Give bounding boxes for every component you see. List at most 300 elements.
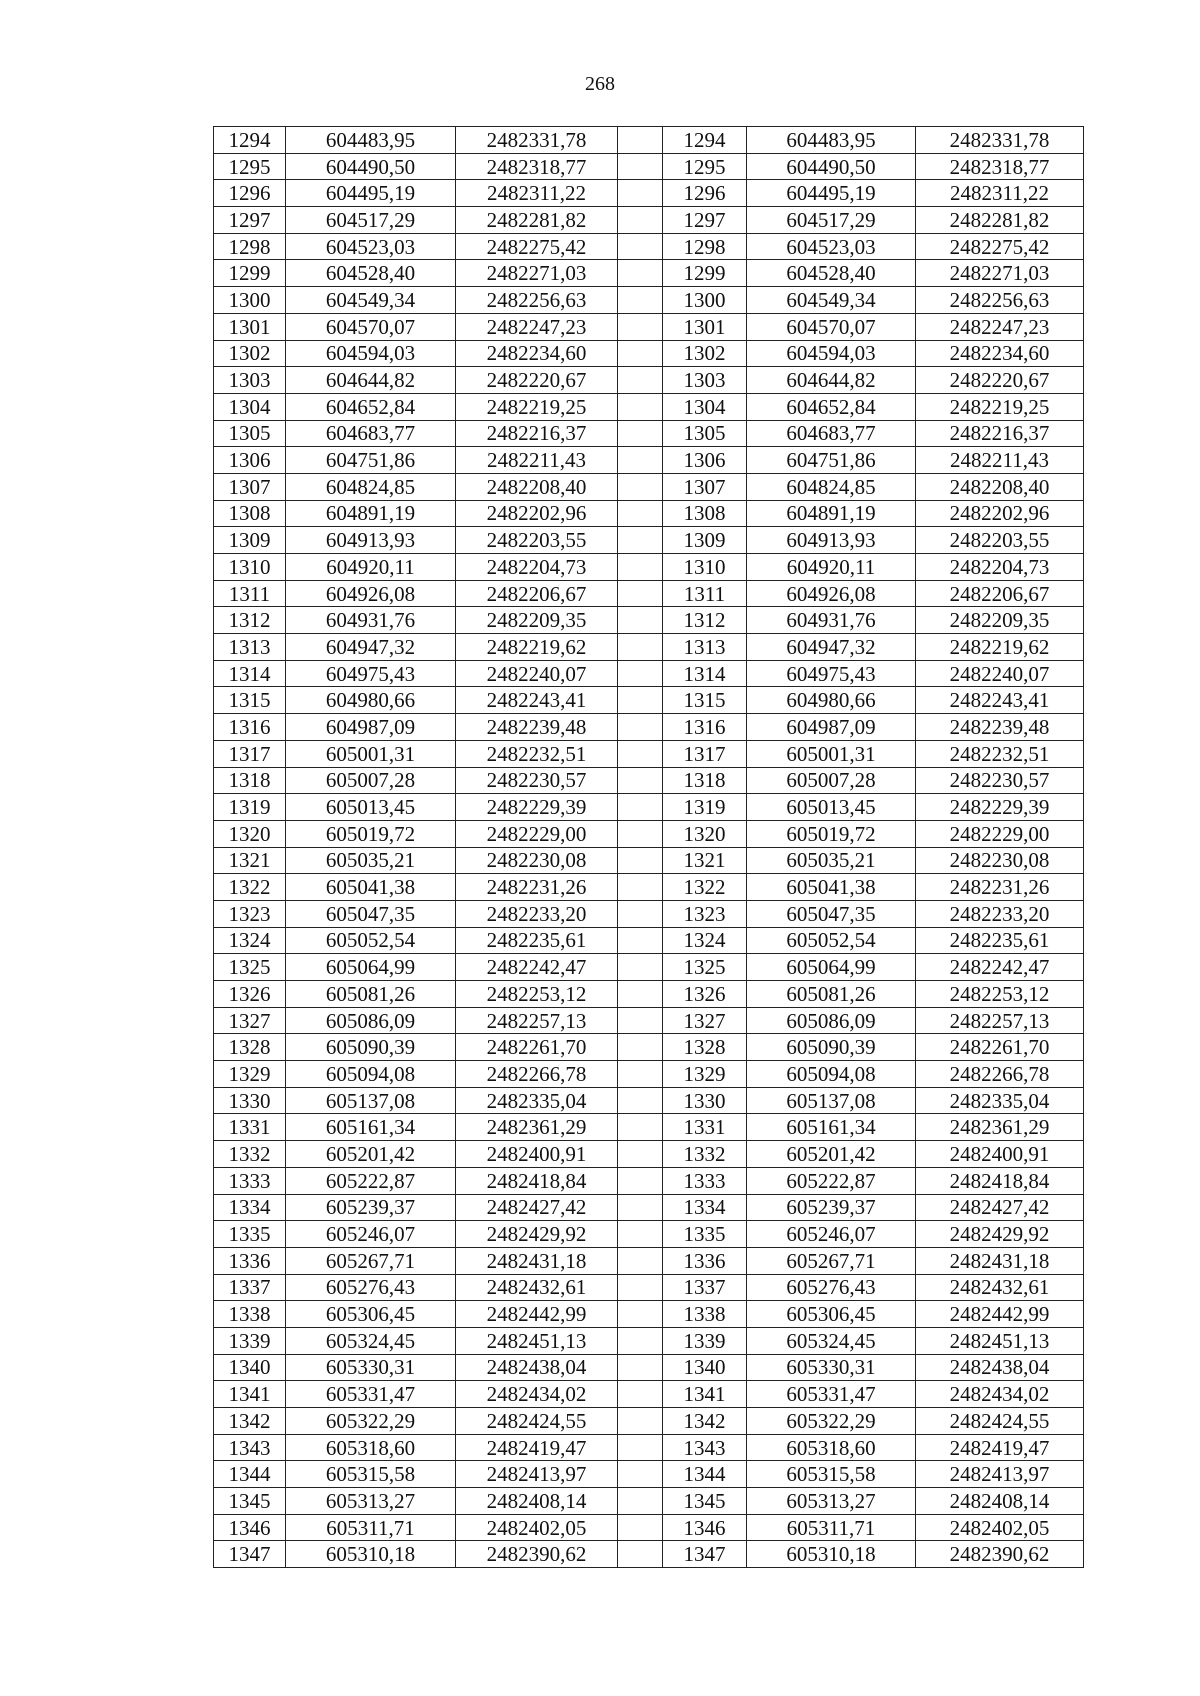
y-coordinate-cell: 2482402,05: [456, 1514, 618, 1541]
x-coordinate-cell-right: 605161,34: [747, 1114, 916, 1141]
x-coordinate-cell-right: 605019,72: [747, 820, 916, 847]
table-row: [214, 794, 1084, 821]
table-row: [214, 634, 1084, 661]
empty-separator-cell: [618, 660, 663, 687]
x-coordinate-cell-right: 605201,42: [747, 1141, 916, 1168]
point-number-cell: 1318: [214, 767, 286, 794]
x-coordinate-cell-right: 605007,28: [747, 767, 916, 794]
y-coordinate-cell-right: 2482202,96: [916, 500, 1084, 527]
table-row: [214, 740, 1084, 767]
x-coordinate-cell: 605222,87: [286, 1167, 456, 1194]
table-row: [214, 1194, 1084, 1221]
point-number-cell: 1307: [214, 473, 286, 500]
table-row: [214, 447, 1084, 474]
x-coordinate-cell: 605318,60: [286, 1434, 456, 1461]
y-coordinate-cell: 2482442,99: [456, 1301, 618, 1328]
x-coordinate-cell: 604975,43: [286, 660, 456, 687]
point-number-cell-right: 1334: [663, 1194, 747, 1221]
x-coordinate-cell-right: 604483,95: [747, 127, 916, 154]
empty-separator-cell: [618, 794, 663, 821]
table-row: [214, 1514, 1084, 1541]
x-coordinate-cell: 604751,86: [286, 447, 456, 474]
point-number-cell-right: 1321: [663, 847, 747, 874]
y-coordinate-cell: 2482239,48: [456, 714, 618, 741]
y-coordinate-cell: 2482418,84: [456, 1167, 618, 1194]
table-row: [214, 500, 1084, 527]
point-number-cell-right: 1311: [663, 580, 747, 607]
empty-separator-cell: [618, 500, 663, 527]
x-coordinate-cell-right: 605013,45: [747, 794, 916, 821]
y-coordinate-cell: 2482229,39: [456, 794, 618, 821]
point-number-cell-right: 1328: [663, 1034, 747, 1061]
x-coordinate-cell-right: 604931,76: [747, 607, 916, 634]
y-coordinate-cell-right: 2482275,42: [916, 233, 1084, 260]
empty-separator-cell: [618, 981, 663, 1008]
point-number-cell: 1314: [214, 660, 286, 687]
y-coordinate-cell-right: 2482253,12: [916, 981, 1084, 1008]
y-coordinate-cell: 2482220,67: [456, 367, 618, 394]
y-coordinate-cell-right: 2482408,14: [916, 1488, 1084, 1515]
empty-separator-cell: [618, 1141, 663, 1168]
y-coordinate-cell-right: 2482438,04: [916, 1354, 1084, 1381]
y-coordinate-cell-right: 2482219,62: [916, 634, 1084, 661]
table-row: [214, 313, 1084, 340]
y-coordinate-cell: 2482451,13: [456, 1327, 618, 1354]
y-coordinate-cell-right: 2482431,18: [916, 1247, 1084, 1274]
point-number-cell-right: 1319: [663, 794, 747, 821]
x-coordinate-cell-right: 605086,09: [747, 1007, 916, 1034]
empty-separator-cell: [618, 874, 663, 901]
x-coordinate-cell: 604644,82: [286, 367, 456, 394]
point-number-cell-right: 1299: [663, 260, 747, 287]
y-coordinate-cell: 2482219,62: [456, 634, 618, 661]
empty-separator-cell: [618, 1541, 663, 1568]
point-number-cell: 1339: [214, 1327, 286, 1354]
x-coordinate-cell-right: 605047,35: [747, 900, 916, 927]
y-coordinate-cell-right: 2482256,63: [916, 287, 1084, 314]
empty-separator-cell: [618, 1007, 663, 1034]
point-number-cell-right: 1301: [663, 313, 747, 340]
empty-separator-cell: [618, 367, 663, 394]
point-number-cell: 1296: [214, 180, 286, 207]
y-coordinate-cell: 2482331,78: [456, 127, 618, 154]
point-number-cell: 1337: [214, 1274, 286, 1301]
empty-separator-cell: [618, 740, 663, 767]
y-coordinate-cell: 2482209,35: [456, 607, 618, 634]
table-row: [214, 1141, 1084, 1168]
x-coordinate-cell: 605201,42: [286, 1141, 456, 1168]
y-coordinate-cell-right: 2482402,05: [916, 1514, 1084, 1541]
x-coordinate-cell-right: 604644,82: [747, 367, 916, 394]
point-number-cell-right: 1305: [663, 420, 747, 447]
y-coordinate-cell: 2482208,40: [456, 473, 618, 500]
point-number-cell: 1347: [214, 1541, 286, 1568]
x-coordinate-cell-right: 604517,29: [747, 207, 916, 234]
empty-separator-cell: [618, 820, 663, 847]
point-number-cell-right: 1303: [663, 367, 747, 394]
y-coordinate-cell-right: 2482233,20: [916, 900, 1084, 927]
x-coordinate-cell: 604594,03: [286, 340, 456, 367]
x-coordinate-cell-right: 605313,27: [747, 1488, 916, 1515]
y-coordinate-cell-right: 2482451,13: [916, 1327, 1084, 1354]
empty-separator-cell: [618, 554, 663, 581]
y-coordinate-cell: 2482271,03: [456, 260, 618, 287]
point-number-cell-right: 1325: [663, 954, 747, 981]
y-coordinate-cell: 2482229,00: [456, 820, 618, 847]
table-row: [214, 287, 1084, 314]
table-row: [214, 367, 1084, 394]
point-number-cell: 1313: [214, 634, 286, 661]
x-coordinate-cell-right: 605311,71: [747, 1514, 916, 1541]
table-row: [214, 954, 1084, 981]
x-coordinate-cell-right: 604751,86: [747, 447, 916, 474]
table-row: [214, 1247, 1084, 1274]
x-coordinate-cell: 604987,09: [286, 714, 456, 741]
y-coordinate-cell-right: 2482208,40: [916, 473, 1084, 500]
point-number-cell: 1344: [214, 1461, 286, 1488]
empty-separator-cell: [618, 473, 663, 500]
x-coordinate-cell: 604523,03: [286, 233, 456, 260]
y-coordinate-cell: 2482203,55: [456, 527, 618, 554]
point-number-cell: 1302: [214, 340, 286, 367]
x-coordinate-cell: 604495,19: [286, 180, 456, 207]
y-coordinate-cell-right: 2482427,42: [916, 1194, 1084, 1221]
y-coordinate-cell: 2482234,60: [456, 340, 618, 367]
y-coordinate-cell: 2482335,04: [456, 1087, 618, 1114]
table-row: [214, 1034, 1084, 1061]
point-number-cell-right: 1342: [663, 1408, 747, 1435]
empty-separator-cell: [618, 580, 663, 607]
empty-separator-cell: [618, 1221, 663, 1248]
x-coordinate-cell-right: 604523,03: [747, 233, 916, 260]
point-number-cell: 1319: [214, 794, 286, 821]
x-coordinate-cell: 605035,21: [286, 847, 456, 874]
y-coordinate-cell: 2482427,42: [456, 1194, 618, 1221]
y-coordinate-cell-right: 2482266,78: [916, 1061, 1084, 1088]
table-row: [214, 1461, 1084, 1488]
y-coordinate-cell-right: 2482413,97: [916, 1461, 1084, 1488]
point-number-cell-right: 1345: [663, 1488, 747, 1515]
page-number: 268: [585, 73, 615, 95]
x-coordinate-cell-right: 605052,54: [747, 927, 916, 954]
empty-separator-cell: [618, 1381, 663, 1408]
point-number-cell-right: 1335: [663, 1221, 747, 1248]
y-coordinate-cell: 2482434,02: [456, 1381, 618, 1408]
y-coordinate-cell-right: 2482235,61: [916, 927, 1084, 954]
x-coordinate-cell: 605239,37: [286, 1194, 456, 1221]
x-coordinate-cell: 604926,08: [286, 580, 456, 607]
point-number-cell: 1309: [214, 527, 286, 554]
empty-separator-cell: [618, 1247, 663, 1274]
y-coordinate-cell: 2482429,92: [456, 1221, 618, 1248]
empty-separator-cell: [618, 1488, 663, 1515]
point-number-cell: 1333: [214, 1167, 286, 1194]
empty-separator-cell: [618, 340, 663, 367]
point-number-cell: 1316: [214, 714, 286, 741]
point-number-cell-right: 1337: [663, 1274, 747, 1301]
table-row: [214, 1434, 1084, 1461]
empty-separator-cell: [618, 180, 663, 207]
x-coordinate-cell-right: 605310,18: [747, 1541, 916, 1568]
x-coordinate-cell: 605267,71: [286, 1247, 456, 1274]
y-coordinate-cell-right: 2482442,99: [916, 1301, 1084, 1328]
empty-separator-cell: [618, 447, 663, 474]
y-coordinate-cell: 2482400,91: [456, 1141, 618, 1168]
empty-separator-cell: [618, 714, 663, 741]
x-coordinate-cell-right: 605035,21: [747, 847, 916, 874]
y-coordinate-cell: 2482261,70: [456, 1034, 618, 1061]
point-number-cell: 1299: [214, 260, 286, 287]
y-coordinate-cell-right: 2482311,22: [916, 180, 1084, 207]
y-coordinate-cell-right: 2482419,47: [916, 1434, 1084, 1461]
x-coordinate-cell-right: 604980,66: [747, 687, 916, 714]
y-coordinate-cell: 2482281,82: [456, 207, 618, 234]
y-coordinate-cell-right: 2482232,51: [916, 740, 1084, 767]
y-coordinate-cell: 2482408,14: [456, 1488, 618, 1515]
x-coordinate-cell: 604980,66: [286, 687, 456, 714]
y-coordinate-cell: 2482216,37: [456, 420, 618, 447]
point-number-cell: 1341: [214, 1381, 286, 1408]
y-coordinate-cell-right: 2482247,23: [916, 313, 1084, 340]
point-number-cell-right: 1313: [663, 634, 747, 661]
empty-separator-cell: [618, 900, 663, 927]
point-number-cell-right: 1332: [663, 1141, 747, 1168]
x-coordinate-cell-right: 605222,87: [747, 1167, 916, 1194]
y-coordinate-cell: 2482243,41: [456, 687, 618, 714]
x-coordinate-cell: 604683,77: [286, 420, 456, 447]
point-number-cell: 1298: [214, 233, 286, 260]
y-coordinate-cell: 2482318,77: [456, 153, 618, 180]
point-number-cell-right: 1347: [663, 1541, 747, 1568]
empty-separator-cell: [618, 1434, 663, 1461]
table-row: [214, 1541, 1084, 1568]
point-number-cell: 1328: [214, 1034, 286, 1061]
y-coordinate-cell-right: 2482318,77: [916, 153, 1084, 180]
table-row: [214, 473, 1084, 500]
x-coordinate-cell-right: 604920,11: [747, 554, 916, 581]
table-row: [214, 260, 1084, 287]
x-coordinate-cell: 605331,47: [286, 1381, 456, 1408]
point-number-cell-right: 1308: [663, 500, 747, 527]
y-coordinate-cell: 2482240,07: [456, 660, 618, 687]
x-coordinate-cell: 604549,34: [286, 287, 456, 314]
empty-separator-cell: [618, 1514, 663, 1541]
y-coordinate-cell-right: 2482216,37: [916, 420, 1084, 447]
x-coordinate-cell-right: 605331,47: [747, 1381, 916, 1408]
x-coordinate-cell-right: 604975,43: [747, 660, 916, 687]
x-coordinate-cell-right: 604549,34: [747, 287, 916, 314]
point-number-cell-right: 1324: [663, 927, 747, 954]
x-coordinate-cell-right: 604495,19: [747, 180, 916, 207]
x-coordinate-cell-right: 604913,93: [747, 527, 916, 554]
x-coordinate-cell: 604891,19: [286, 500, 456, 527]
table-row: [214, 233, 1084, 260]
empty-separator-cell: [618, 847, 663, 874]
table-row: [214, 580, 1084, 607]
x-coordinate-cell: 605047,35: [286, 900, 456, 927]
table-row: [214, 767, 1084, 794]
empty-separator-cell: [618, 687, 663, 714]
empty-separator-cell: [618, 1194, 663, 1221]
empty-separator-cell: [618, 1114, 663, 1141]
x-coordinate-cell: 605019,72: [286, 820, 456, 847]
y-coordinate-cell-right: 2482239,48: [916, 714, 1084, 741]
table-row: [214, 1408, 1084, 1435]
point-number-cell: 1345: [214, 1488, 286, 1515]
point-number-cell: 1343: [214, 1434, 286, 1461]
empty-separator-cell: [618, 393, 663, 420]
point-number-cell-right: 1323: [663, 900, 747, 927]
table-row: [214, 420, 1084, 447]
x-coordinate-cell-right: 605064,99: [747, 954, 916, 981]
x-coordinate-cell-right: 605246,07: [747, 1221, 916, 1248]
y-coordinate-cell: 2482432,61: [456, 1274, 618, 1301]
x-coordinate-cell-right: 604570,07: [747, 313, 916, 340]
x-coordinate-cell-right: 605081,26: [747, 981, 916, 1008]
x-coordinate-cell: 604483,95: [286, 127, 456, 154]
x-coordinate-cell-right: 605330,31: [747, 1354, 916, 1381]
y-coordinate-cell-right: 2482271,03: [916, 260, 1084, 287]
x-coordinate-cell-right: 605267,71: [747, 1247, 916, 1274]
table-row: [214, 1381, 1084, 1408]
x-coordinate-cell-right: 605315,58: [747, 1461, 916, 1488]
x-coordinate-cell-right: 605041,38: [747, 874, 916, 901]
y-coordinate-cell-right: 2482242,47: [916, 954, 1084, 981]
x-coordinate-cell: 605306,45: [286, 1301, 456, 1328]
point-number-cell-right: 1330: [663, 1087, 747, 1114]
x-coordinate-cell: 605013,45: [286, 794, 456, 821]
empty-separator-cell: [618, 1274, 663, 1301]
y-coordinate-cell-right: 2482230,57: [916, 767, 1084, 794]
x-coordinate-cell: 604947,32: [286, 634, 456, 661]
y-coordinate-cell-right: 2482243,41: [916, 687, 1084, 714]
y-coordinate-cell-right: 2482390,62: [916, 1541, 1084, 1568]
x-coordinate-cell-right: 605322,29: [747, 1408, 916, 1435]
point-number-cell: 1295: [214, 153, 286, 180]
point-number-cell: 1329: [214, 1061, 286, 1088]
empty-separator-cell: [618, 767, 663, 794]
table-row: [214, 207, 1084, 234]
table-row: [214, 847, 1084, 874]
x-coordinate-cell: 605324,45: [286, 1327, 456, 1354]
y-coordinate-cell: 2482275,42: [456, 233, 618, 260]
point-number-cell-right: 1320: [663, 820, 747, 847]
point-number-cell-right: 1298: [663, 233, 747, 260]
point-number-cell-right: 1317: [663, 740, 747, 767]
table-row: [214, 1007, 1084, 1034]
point-number-cell-right: 1322: [663, 874, 747, 901]
point-number-cell: 1321: [214, 847, 286, 874]
x-coordinate-cell: 604490,50: [286, 153, 456, 180]
point-number-cell: 1305: [214, 420, 286, 447]
x-coordinate-cell-right: 605239,37: [747, 1194, 916, 1221]
point-number-cell-right: 1300: [663, 287, 747, 314]
point-number-cell-right: 1327: [663, 1007, 747, 1034]
point-number-cell: 1322: [214, 874, 286, 901]
table-row: [214, 1061, 1084, 1088]
empty-separator-cell: [618, 1167, 663, 1194]
y-coordinate-cell: 2482232,51: [456, 740, 618, 767]
point-number-cell-right: 1343: [663, 1434, 747, 1461]
x-coordinate-cell: 604570,07: [286, 313, 456, 340]
point-number-cell: 1340: [214, 1354, 286, 1381]
y-coordinate-cell-right: 2482231,26: [916, 874, 1084, 901]
y-coordinate-cell-right: 2482230,08: [916, 847, 1084, 874]
point-number-cell-right: 1307: [663, 473, 747, 500]
y-coordinate-cell: 2482231,26: [456, 874, 618, 901]
table-row: [214, 660, 1084, 687]
table-row: [214, 554, 1084, 581]
point-number-cell: 1346: [214, 1514, 286, 1541]
table-row: [214, 900, 1084, 927]
x-coordinate-cell-right: 605318,60: [747, 1434, 916, 1461]
x-coordinate-cell-right: 604824,85: [747, 473, 916, 500]
table-row: [214, 340, 1084, 367]
y-coordinate-cell-right: 2482220,67: [916, 367, 1084, 394]
y-coordinate-cell-right: 2482400,91: [916, 1141, 1084, 1168]
x-coordinate-cell: 604913,93: [286, 527, 456, 554]
empty-separator-cell: [618, 260, 663, 287]
point-number-cell: 1338: [214, 1301, 286, 1328]
x-coordinate-cell: 605315,58: [286, 1461, 456, 1488]
empty-separator-cell: [618, 1354, 663, 1381]
x-coordinate-cell: 605137,08: [286, 1087, 456, 1114]
y-coordinate-cell: 2482202,96: [456, 500, 618, 527]
x-coordinate-cell: 605052,54: [286, 927, 456, 954]
x-coordinate-cell: 605310,18: [286, 1541, 456, 1568]
table-row: [214, 1221, 1084, 1248]
x-coordinate-cell-right: 604947,32: [747, 634, 916, 661]
y-coordinate-cell: 2482431,18: [456, 1247, 618, 1274]
y-coordinate-cell: 2482233,20: [456, 900, 618, 927]
empty-separator-cell: [618, 607, 663, 634]
point-number-cell: 1320: [214, 820, 286, 847]
y-coordinate-cell-right: 2482229,39: [916, 794, 1084, 821]
table-row: [214, 527, 1084, 554]
y-coordinate-cell: 2482424,55: [456, 1408, 618, 1435]
point-number-cell-right: 1297: [663, 207, 747, 234]
y-coordinate-cell: 2482242,47: [456, 954, 618, 981]
point-number-cell: 1325: [214, 954, 286, 981]
point-number-cell: 1311: [214, 580, 286, 607]
point-number-cell: 1336: [214, 1247, 286, 1274]
x-coordinate-cell-right: 604683,77: [747, 420, 916, 447]
x-coordinate-cell: 605081,26: [286, 981, 456, 1008]
x-coordinate-cell-right: 604987,09: [747, 714, 916, 741]
empty-separator-cell: [618, 1408, 663, 1435]
table-row: [214, 1114, 1084, 1141]
y-coordinate-cell-right: 2482211,43: [916, 447, 1084, 474]
x-coordinate-cell-right: 604490,50: [747, 153, 916, 180]
y-coordinate-cell-right: 2482432,61: [916, 1274, 1084, 1301]
x-coordinate-cell: 605064,99: [286, 954, 456, 981]
point-number-cell-right: 1326: [663, 981, 747, 1008]
y-coordinate-cell-right: 2482257,13: [916, 1007, 1084, 1034]
point-number-cell-right: 1340: [663, 1354, 747, 1381]
point-number-cell: 1304: [214, 393, 286, 420]
point-number-cell-right: 1296: [663, 180, 747, 207]
coordinates-table-body: [214, 127, 1084, 1568]
table-row: [214, 1087, 1084, 1114]
point-number-cell-right: 1310: [663, 554, 747, 581]
table-row: [214, 687, 1084, 714]
y-coordinate-cell-right: 2482335,04: [916, 1087, 1084, 1114]
point-number-cell-right: 1315: [663, 687, 747, 714]
y-coordinate-cell-right: 2482429,92: [916, 1221, 1084, 1248]
y-coordinate-cell-right: 2482219,25: [916, 393, 1084, 420]
y-coordinate-cell: 2482257,13: [456, 1007, 618, 1034]
x-coordinate-cell-right: 604926,08: [747, 580, 916, 607]
